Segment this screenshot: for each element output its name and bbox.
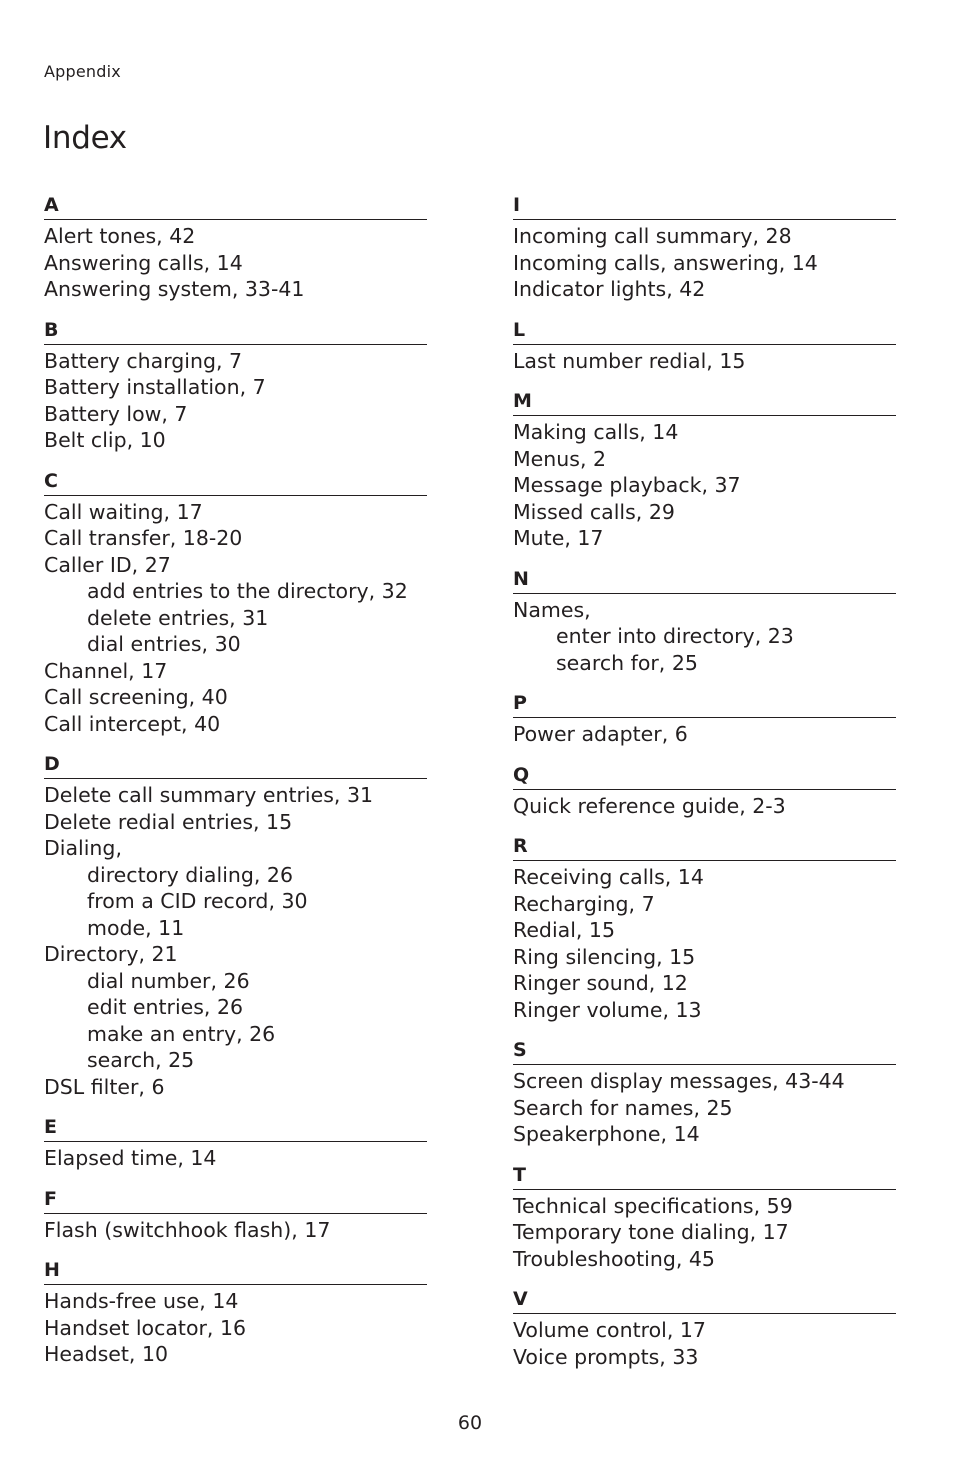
index-letter-heading: S	[513, 1037, 896, 1065]
section-label: Appendix	[44, 62, 121, 81]
index-letter-heading: M	[513, 388, 896, 416]
index-entry: Temporary tone dialing, 17	[513, 1220, 789, 1244]
index-group-n	[513, 566, 896, 677]
index-group-e	[44, 1114, 427, 1172]
index-entry: Answering system, 33-41	[44, 277, 305, 301]
index-group-t	[513, 1162, 896, 1273]
index-letter-heading: B	[44, 317, 427, 345]
index-subentry: search, 25	[87, 1048, 195, 1072]
index-group-m	[513, 388, 896, 552]
index-entry: Incoming calls, answering, 14	[513, 250, 818, 275]
index-group-f	[44, 1186, 427, 1244]
index-subentry: dial number, 26	[87, 968, 250, 993]
index-entry: Handset locator, 16	[44, 1315, 247, 1340]
index-entry: Belt clip, 10	[44, 428, 166, 452]
index-entry: Screen display messages, 43-44	[513, 1069, 845, 1093]
index-letter-heading: F	[44, 1186, 427, 1214]
index-letter-heading: A	[44, 192, 427, 220]
index-subentry: delete entries, 31	[87, 605, 269, 630]
index-entry: Headset, 10	[44, 1342, 169, 1366]
index-group-v	[513, 1286, 896, 1370]
index-entry: Ringer volume, 13	[513, 997, 702, 1022]
index-group-i	[513, 192, 896, 303]
index-group-d	[44, 751, 427, 1100]
index-entry: Hands-free use, 14	[44, 1289, 239, 1313]
index-entry: Volume control, 17	[513, 1318, 706, 1342]
index-letter-heading: R	[513, 833, 896, 861]
index-group-h	[44, 1257, 427, 1368]
index-entry: Power adapter, 6	[513, 722, 688, 746]
index-column-left	[44, 192, 427, 1382]
index-entry: Call waiting, 17	[44, 499, 203, 524]
index-subentry: mode, 11	[87, 915, 185, 940]
index-entry: Channel, 17	[44, 658, 168, 683]
index-letter-heading: D	[44, 751, 427, 779]
index-letter-heading: N	[513, 566, 896, 594]
index-entry: Names,	[513, 597, 591, 622]
index-letter-heading: T	[513, 1162, 896, 1190]
index-entry: Alert tones, 42	[44, 224, 196, 248]
index-subentry: add entries to the directory, 32	[87, 579, 408, 603]
index-letter-heading: P	[513, 690, 896, 718]
page-title: Index	[43, 120, 127, 156]
index-entry: Missed calls, 29	[513, 499, 675, 524]
index-subentry: make an entry, 26	[87, 1021, 276, 1046]
index-entry: Dialing,	[44, 836, 122, 860]
index-subentry: from a CID record, 30	[87, 889, 308, 913]
index-entry: Battery installation, 7	[44, 375, 266, 399]
index-entry: Last number redial, 15	[513, 348, 746, 373]
index-entry: Technical specifications, 59	[513, 1193, 793, 1218]
index-entry: Voice prompts, 33	[513, 1344, 699, 1369]
index-letter-heading: C	[44, 468, 427, 496]
index-subentry: directory dialing, 26	[87, 862, 294, 887]
index-group-b	[44, 317, 427, 454]
index-group-l	[513, 317, 896, 375]
index-letter-heading: E	[44, 1114, 427, 1142]
index-group-s	[513, 1037, 896, 1148]
index-entry: Ringer sound, 12	[513, 971, 688, 995]
index-entry: Caller ID, 27	[44, 552, 171, 577]
index-entry: Ring silencing, 15	[513, 944, 696, 969]
index-subentry: dial entries, 30	[87, 632, 241, 656]
index-group-q	[513, 762, 896, 820]
index-entry: Quick reference guide, 2-3	[513, 793, 786, 818]
index-entry: Delete call summary entries, 31	[44, 783, 374, 807]
index-entry: Speakerphone, 14	[513, 1122, 700, 1146]
index-entry: Call intercept, 40	[44, 711, 221, 736]
index-entry: Menus, 2	[513, 446, 607, 471]
index-group-a	[44, 192, 427, 303]
index-entry: Search for names, 25	[513, 1095, 733, 1120]
page-number: 60	[457, 1412, 483, 1434]
index-entry: Call screening, 40	[44, 685, 228, 709]
index-entry: Call transfer, 18-20	[44, 526, 243, 550]
index-letter-heading: Q	[513, 762, 896, 790]
index-subentry: edit entries, 26	[87, 995, 244, 1019]
index-entry: Delete redial entries, 15	[44, 809, 293, 834]
index-entry: Mute, 17	[513, 526, 604, 550]
index-column-right	[513, 192, 896, 1384]
index-entry: Battery low, 7	[44, 401, 188, 426]
index-letter-heading: I	[513, 192, 896, 220]
index-subentry: search for, 25	[556, 650, 698, 675]
index-letter-heading: L	[513, 317, 896, 345]
index-entry: Flash (switchhook flash), 17	[44, 1217, 331, 1242]
index-entry: Battery charging, 7	[44, 348, 243, 373]
index-entry: DSL filter, 6	[44, 1074, 165, 1099]
index-group-p	[513, 690, 896, 748]
index-letter-heading: H	[44, 1257, 427, 1285]
index-entry: Indicator lights, 42	[513, 277, 706, 301]
index-entry: Answering calls, 14	[44, 250, 243, 275]
index-entry: Redial, 15	[513, 918, 616, 942]
index-entry: Recharging, 7	[513, 891, 655, 916]
index-entry: Making calls, 14	[513, 420, 679, 444]
index-group-c	[44, 468, 427, 738]
index-entry: Incoming call summary, 28	[513, 224, 792, 248]
index-entry: Troubleshooting, 45	[513, 1246, 715, 1271]
index-group-r	[513, 833, 896, 1023]
index-entry: Directory, 21	[44, 942, 178, 966]
index-entry: Elapsed time, 14	[44, 1146, 217, 1170]
index-entry: Message playback, 37	[513, 473, 741, 497]
index-entry: Receiving calls, 14	[513, 865, 704, 889]
index-subentry: enter into directory, 23	[556, 624, 794, 648]
index-letter-heading: V	[513, 1286, 896, 1314]
